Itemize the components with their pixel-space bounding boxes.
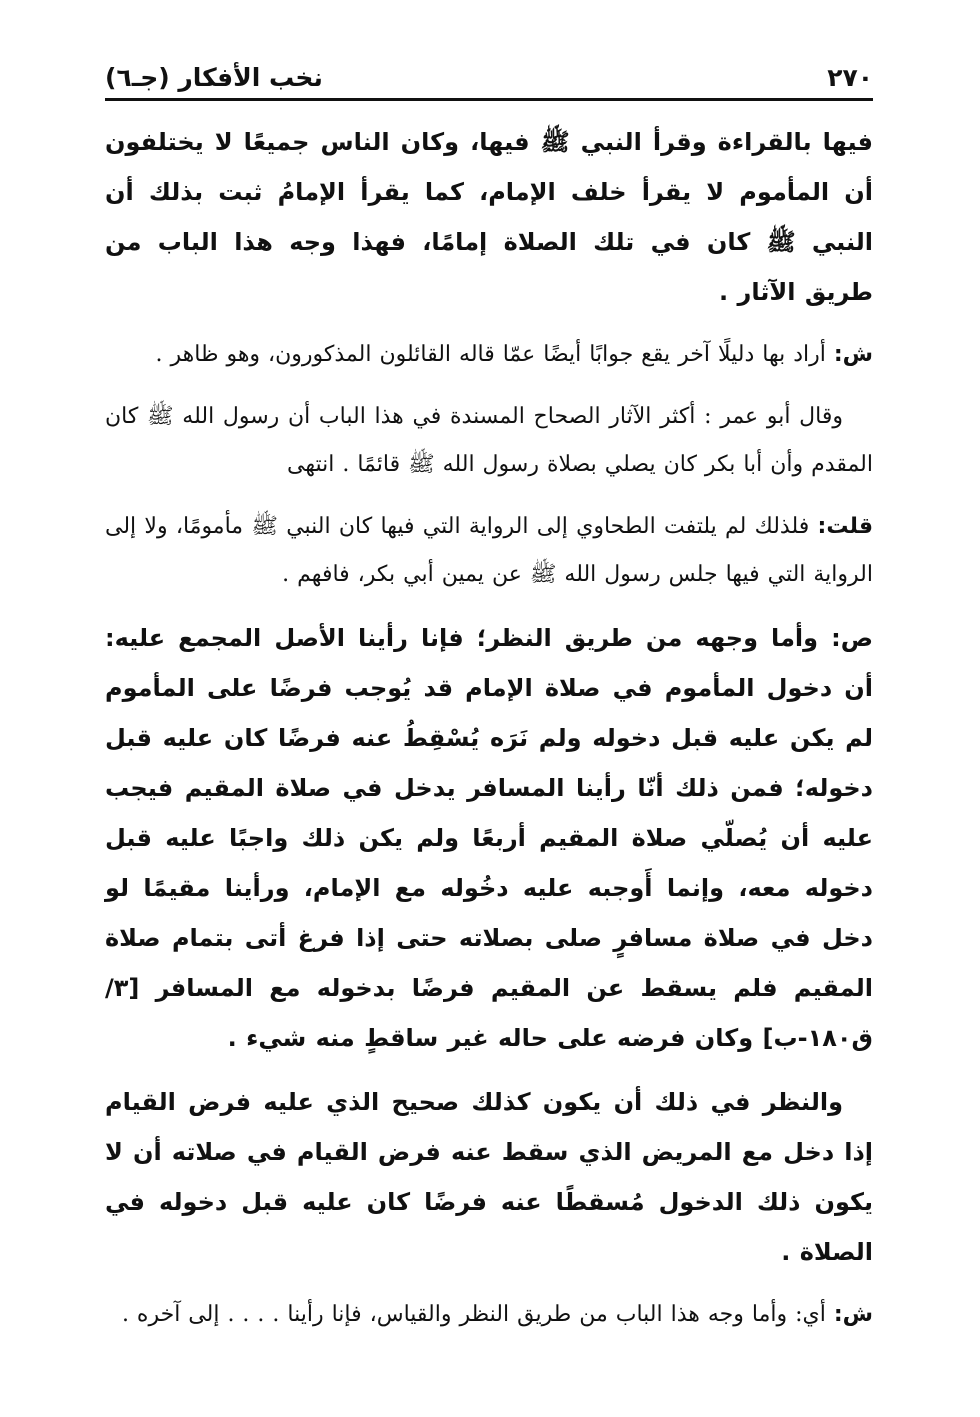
page-number: ٢٧٠: [827, 63, 873, 92]
paragraph-text: وأما وجهه من طريق النظر؛ فإنا رأينا الأصل المجمع عليه: أن دخول المأموم في صلاة الإمام قد يُوجب فرضًا على المأموم لم يكن عليه قبل دخوله ولم نَرَه يُسْقِطُ عنه فرضًا كان عليه قبل دخوله؛ فمن ذلك أنّا رأينا المسافر يدخل في صلاة المقيم فيجب عليه أن يُصلّي صلاة المقيم أربعًا ولم يكن ذلك واجبًا عليه قبل دخوله معه، وإنما أَوجبه عليه دخُوله مع الإمام، ورأينا مقيمًا لو دخل في صلاة مسافرٍ صلى بصلاته حتى إذا فرغ أتى بتمام صلاة المقيم فلم يسقط عن المقيم فرضًا بدخوله مع المسافر [٣/ ق١٨٠-ب] وكان فرضه على حاله غير ساقطٍ منه شيء .: [105, 624, 873, 1052]
paragraph-sharh-2: [105, 1291, 873, 1339]
running-header: [105, 52, 873, 92]
header-divider: [105, 98, 873, 101]
paragraph-matn-qiyam: [105, 1077, 873, 1277]
paragraph-text: فيها بالقراءة وقرأ النبي ﷺ فيها، وكان الناس جميعًا لا يختلفون أن المأموم لا يقرأ خلف الإمام، كما يقرأ الإمامُ ثبت بذلك أن النبي ﷺ كان في تلك الصلاة إمامًا، فهذا وجه هذا الباب من طريق الآثار .: [105, 128, 873, 306]
paragraph-marker: قلت:: [817, 514, 873, 539]
paragraph-matn-nazar: [105, 613, 873, 1063]
book-page: [105, 52, 873, 1353]
paragraph-abu-umar-quote: [105, 393, 873, 489]
paragraph-qultu: [105, 503, 873, 599]
paragraph-text: أي: وأما وجه هذا الباب من طريق النظر والقياس، فإنا رأينا . . . . إلى آخره .: [121, 1302, 834, 1327]
paragraph-marker: ص:: [831, 624, 873, 652]
paragraph-athar-conclusion: [105, 117, 873, 317]
paragraph-text: والنظر في ذلك أن يكون كذلك صحيح الذي عليه فرض القيام إذا دخل مع المريض الذي سقط عنه فرض القيام في صلاته أن لا يكون ذلك الدخول مُسقطًا عنه فرضًا كان عليه قبل دخوله في الصلاة .: [105, 1088, 873, 1266]
paragraph-text: أراد بها دليلًا آخر يقع جوابًا أيضًا عمّا قاله القائلون المذكورون، وهو ظاهر .: [155, 342, 834, 367]
paragraph-marker: ش:: [833, 342, 873, 367]
paragraph-marker: ش:: [833, 1302, 873, 1327]
paragraph-text: وقال أبو عمر : أكثر الآثار الصحاح المسندة في هذا الباب أن رسول الله ﷺ كان المقدم وأن أبا بكر كان يصلي بصلاة رسول الله ﷺ قائمًا . انتهى: [105, 404, 873, 477]
paragraph-sharh-1: [105, 331, 873, 379]
book-title: نخب الأفكار (جـ٦): [105, 63, 323, 92]
paragraph-text: فلذلك لم يلتفت الطحاوي إلى الرواية التي فيها كان النبي ﷺ مأمومًا، ولا إلى الرواية التي فيها جلس رسول الله ﷺ عن يمين أبي بكر، فافهم .: [105, 514, 873, 587]
